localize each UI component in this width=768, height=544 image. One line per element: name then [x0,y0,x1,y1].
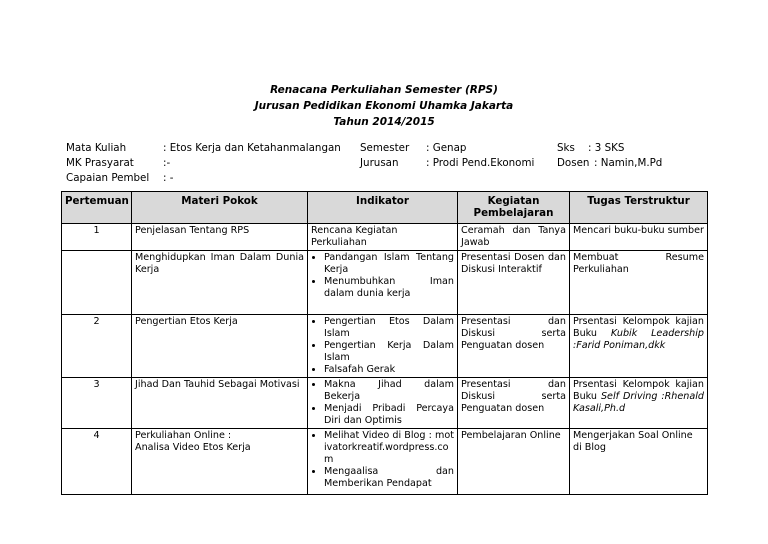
kegiatan-cell: Pembelajaran Online [458,429,570,495]
kegiatan-cell: Presentasi dan Diskusi serta Penguatan dosen [458,378,570,429]
rps-table [61,191,708,495]
header-indikator: Indikator [308,192,458,224]
materi-cell: Jihad Dan Tauhid Sebagai Motivasi [132,378,308,429]
document-year: Tahun 2014/2015 [333,116,435,128]
sks-value: : 3 SKS [588,142,625,154]
materi-line: Perkuliahan Online : [135,430,232,441]
row-number: 3 [62,378,132,429]
row-number: 1 [62,224,132,251]
tugas-cell [570,315,708,378]
kegiatan-cell: Presentasi Dosen dan Diskusi Interaktif [458,251,570,315]
table-row [62,224,708,251]
indikator-item: • Menumbuhkan Iman dalam dunia kerja [324,276,454,300]
indikator-item: • Falsafah Gerak [324,364,454,376]
indikator-item: • Pengertian Etos Dalam Islam [324,316,454,340]
dosen-label: Dosen [557,157,590,169]
indikator-cell [308,315,458,378]
materi-line: Analisa Video Etos Kerja [135,442,251,453]
header-materi: Materi Pokok [132,192,308,224]
capaian-label: Capaian Pembel [66,172,150,184]
table-row [62,378,708,429]
indikator-item: • Melihat Video di Blog : motivatorkreatif.wordpress.com [324,430,454,466]
mata-kuliah-value: : Etos Kerja dan Ketahanmalangan [163,142,341,154]
tugas-cell [570,378,708,429]
table-row [62,429,708,495]
row-number [62,251,132,315]
materi-cell: Pengertian Etos Kerja [132,315,308,378]
indikator-item: • Mengaalisa dan Memberikan Pendapat [324,466,454,490]
indikator-cell [308,429,458,495]
indikator-cell: Rencana Kegiatan Perkuliahan [308,224,458,251]
table-row [62,315,708,378]
indikator-cell [308,378,458,429]
semester-value: : Genap [426,142,467,154]
jurusan-value: : Prodi Pend.Ekonomi [426,157,535,169]
indikator-item: • Pandangan Islam Tentang Kerja [324,252,454,276]
materi-cell: Penjelasan Tentang RPS [132,224,308,251]
indikator-cell [308,251,458,315]
materi-cell [132,429,308,495]
capaian-value: : - [163,172,174,184]
prasyarat-label: MK Prasyarat [66,157,134,169]
tugas-book-title: Self Driving :Rhenald Kasali,Ph.d [573,391,704,414]
header-pertemuan: Pertemuan [62,192,132,224]
indikator-item: • Pengertian Kerja Dalam Islam [324,340,454,364]
indikator-item: • Menjadi Pribadi Percaya Diri dan Optimis [324,403,454,427]
header-kegiatan: Kegiatan Pembelajaran [458,192,570,224]
document-subtitle: Jurusan Pedidikan Ekonomi Uhamka Jakarta [254,100,514,112]
tugas-prefix: Prsentasi Kelompok kajian Buku [573,316,704,339]
sks-label: Sks [557,142,575,154]
mata-kuliah-label: Mata Kuliah [66,142,127,154]
table-header-row [62,192,708,224]
jurusan-label: Jurusan [360,157,399,169]
document-title: Renacana Perkuliahan Semester (RPS) [270,84,498,96]
row-number: 2 [62,315,132,378]
header-tugas: Tugas Terstruktur [570,192,708,224]
semester-label: Semester [360,142,410,154]
tugas-prefix: Prsentasi Kelompok kajian Buku [573,379,704,402]
prasyarat-value: :- [163,157,171,169]
tugas-cell: Mengerjakan Soal Online di Blog [570,429,708,495]
kegiatan-cell: Ceramah dan Tanya Jawab [458,224,570,251]
tugas-cell: Mencari buku-buku sumber [570,224,708,251]
tugas-book-title: Kubik Leadership :Farid Poniman,dkk [573,328,704,351]
kegiatan-cell: Presentasi dan Diskusi serta Penguatan dosen [458,315,570,378]
table-row [62,251,708,315]
tugas-cell: Membuat Resume Perkuliahan [570,251,708,315]
indikator-item: • Makna Jihad dalam Bekerja [324,379,454,403]
row-number: 4 [62,429,132,495]
dosen-value: : Namin,M.Pd [594,157,663,169]
materi-cell: Menghidupkan Iman Dalam Dunia Kerja [132,251,308,315]
